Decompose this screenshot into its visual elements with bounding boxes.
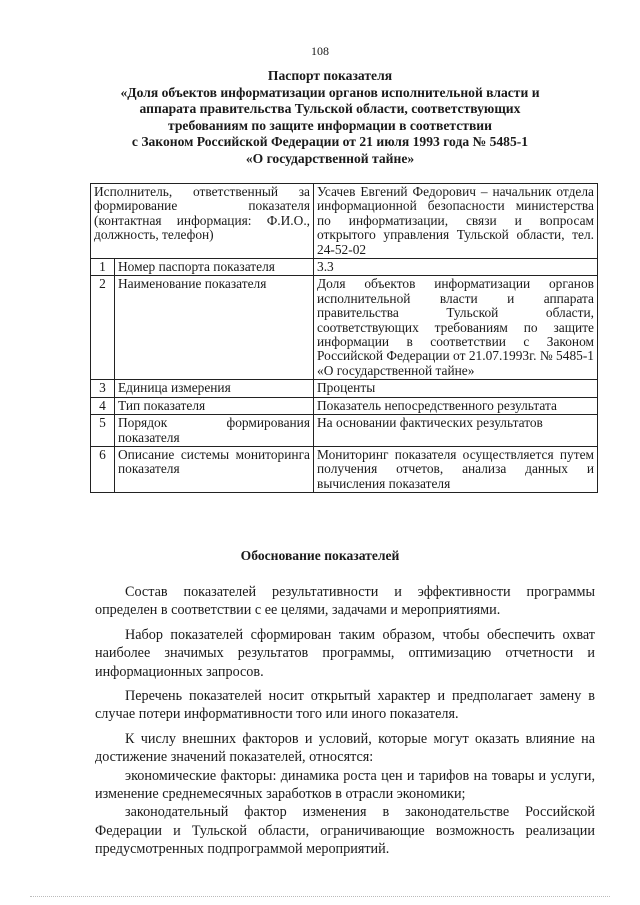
paragraph: законодательный фактор изменения в законодательстве Российской Федерации и Тульской области, ограничивающие возможность реализации предусмотренных подпрограммой мероприятий. <box>95 804 595 858</box>
row-label: Тип показателя <box>115 397 314 414</box>
executor-value: Усачев Евгений Федорович – начальник отдела информационной безопасности министерства по информатизации, связи и вопросам открытого управления Тульской области, тел. 24-52-02 <box>314 184 598 259</box>
title-line: требованиям по защите информации в соответствии <box>168 117 492 133</box>
table-row <box>91 380 598 397</box>
title-line: с Законом Российской Федерации от 21 июля 1993 года № 5485-1 <box>131 134 529 150</box>
row-value: 3.3 <box>314 259 598 276</box>
executor-label: Исполнитель, ответственный за формирование показателя (контактная информация: Ф.И.О., должность, телефон) <box>91 184 314 259</box>
paragraph: экономические факторы: динамика роста цен и тарифов на товары и услуги, изменение среднемесячных заработков в отрасли экономики; <box>95 767 595 803</box>
row-value: Проценты <box>314 380 598 397</box>
paragraph: Набор показателей сформирован таким образом, чтобы обеспечить охват наиболее значимых результатов программы, оптимизацию отчетности и информационных запросов. <box>95 626 595 680</box>
table-row <box>91 259 598 276</box>
title-line: аппарата правительства Тульской области, соответствующих <box>139 101 521 117</box>
section-heading: Обоснование показателей <box>240 548 400 563</box>
passport-table <box>90 183 598 493</box>
row-label: Наименование показателя <box>115 276 314 380</box>
row-number: 5 <box>91 415 115 447</box>
table-row <box>91 184 598 259</box>
row-label: Номер паспорта показателя <box>115 259 314 276</box>
paragraph: К числу внешних факторов и условий, которые могут оказать влияние на достижение значений показателей, относятся: <box>95 730 595 766</box>
row-number: 2 <box>91 276 115 380</box>
row-value: На основании фактических результатов <box>314 415 598 447</box>
row-value: Мониторинг показателя осуществляется путем получения отчетов, анализа данных и вычисления показателя <box>314 446 598 492</box>
row-number: 3 <box>91 380 115 397</box>
row-number: 4 <box>91 397 115 414</box>
document-title <box>95 68 565 168</box>
title-line: Паспорт показателя <box>267 68 393 83</box>
footer-divider <box>30 894 610 897</box>
body-text <box>95 583 595 859</box>
row-number: 1 <box>91 259 115 276</box>
row-number: 6 <box>91 446 115 492</box>
title-line: «О государственной тайне» <box>245 150 415 166</box>
table-row <box>91 397 598 414</box>
row-value: Показатель непосредственного результата <box>314 397 598 414</box>
title-line: «Доля объектов информатизации органов исполнительной власти и <box>120 84 540 100</box>
row-label: Единица измерения <box>115 380 314 397</box>
paragraph: Состав показателей результативности и эффективности программы определен в соответствии с ее целями, задачами и мероприятиями. <box>95 584 595 619</box>
row-label: Описание системы мониторинга показателя <box>115 446 314 492</box>
table-row <box>91 276 598 380</box>
table-row <box>91 446 598 492</box>
row-value: Доля объектов информатизации органов исполнительной власти и аппарата правительства Тульской области, соответствующих требованиям по защите информации в соответствии с Законом Российской Федерации от 21.07.1993г. № 5485-1 «О государственной тайне» <box>314 276 598 380</box>
paragraph: Перечень показателей носит открытый характер и предполагает замену в случае потери информативности того или иного показателя. <box>95 688 595 723</box>
table-row <box>91 415 598 447</box>
page-number: 108 <box>311 44 329 58</box>
row-label: Порядок формирования показателя <box>115 415 314 447</box>
